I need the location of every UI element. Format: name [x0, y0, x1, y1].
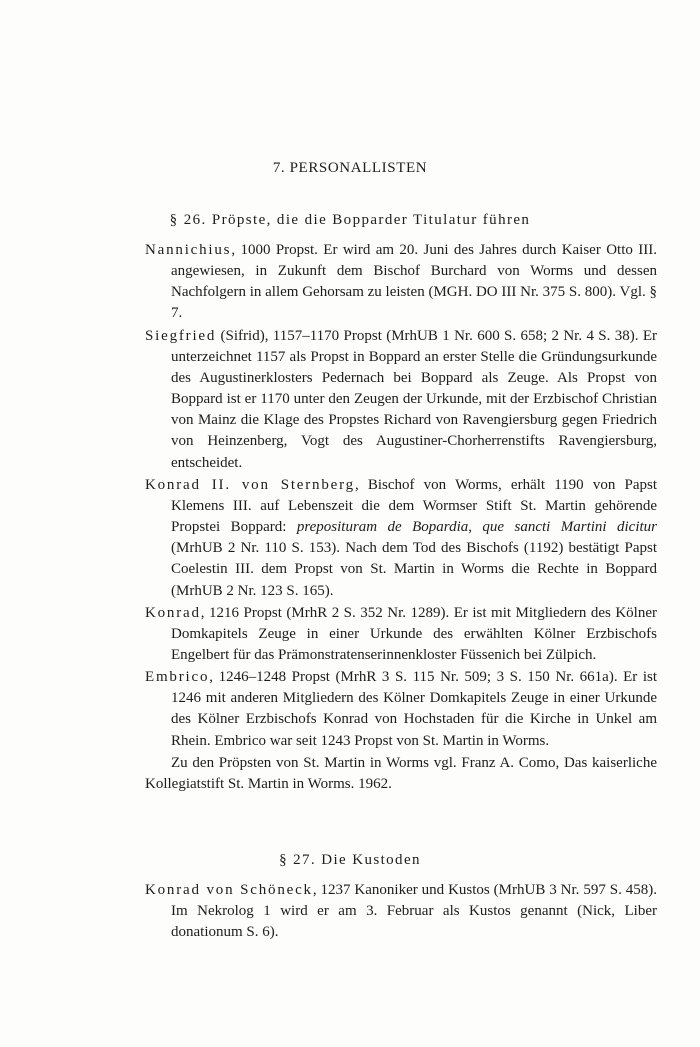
entry-text: , 1237 Kanoniker und Kustos (MrhUB 3 Nr. 597 S. 458). Im Nekrolog 1 wird er am 3. Februar als Kustos genannt (Nick, Liber donationum S. 6). [171, 882, 657, 941]
entry-text: , Bischof von Worms, erhält 1190 von Papst Klemens III. auf Lebenszeit die dem Wormser Stift St. Martin gehörende Propstei Boppard: [171, 476, 657, 536]
entry-text: (MrhUB 2 Nr. 110 S. 153). Nach dem Tod des Bischofs (1192) bestätigt Papst Coelestin III. dem Propst von St. Martin in Worms die Rechte in Boppard (MrhUB 2 Nr. 123 S. 165). [171, 540, 657, 599]
entry-siegfried [145, 326, 657, 474]
entry-text: (Sifrid), 1157–1170 Propst (MrhUB 1 Nr. 600 S. 658; 2 Nr. 4 S. 38). Er unterzeichnet 1157 als Propst in Boppard an erster Stelle die Gründungsurkunde des Augustinerklosters Pedernach bei Boppard als Zeuge. Als Propst von Boppard ist er 1170 unter den Zeugen der Urkunde, mit der Erzbischof Christian von Mainz die Klage des Propstes Richard von Ravengiersburg gegen Friedrich von Heinzenberg, Vogt des Augustiner-Chorherrenstifts Ravengiersburg, entscheidet. [171, 327, 657, 471]
section-heading-27: § 27. Die Kustoden [279, 852, 421, 868]
section-26-entries [145, 240, 657, 795]
entry-nannichius [145, 240, 657, 325]
entry-name: Konrad von Schöneck [145, 882, 313, 898]
entry-text: , 1216 Propst (MrhR 2 S. 352 Nr. 1289). Er ist mit Mitgliedern des Kölner Domkapitels Zeuge in einer Urkunde des erwählten Kölner Erzbischofs Engelbert für das Prämonstratenserinnenkloster Füssenich bei Zülpich. [171, 604, 657, 663]
entry-name: Embrico [145, 669, 210, 686]
entry-name: Konrad [145, 604, 201, 621]
entry-embrico [145, 667, 657, 752]
chapter-title: 7. PERSONALLISTEN [272, 160, 428, 176]
entry-text: , 1246–1248 Propst (MrhR 3 S. 115 Nr. 509; 3 S. 150 Nr. 661a). Er ist 1246 mit anderen Mitgliedern des Kölner Domkapitels Zeuge in einer Urkunde des Kölner Erzbischofs Konrad von Hochstaden für die Kirche in Unkel am Rhein. Embrico war seit 1243 Propst von St. Martin in Worms. [171, 669, 657, 749]
entry-name: Siegfried [145, 327, 217, 344]
section-heading-26: § 26. Pröpste, die die Bopparder Titulatur führen [169, 212, 531, 228]
reference-note: Zu den Pröpsten von St. Martin in Worms vgl. Franz A. Como, Das kaiserliche Kollegiatstift St. Martin in Worms. 1962. [145, 754, 657, 792]
section-27-entries [145, 880, 657, 944]
entry-name: Konrad II. von Sternberg [145, 476, 355, 493]
entry-konrad [145, 603, 657, 666]
entry-konrad-von-schoeneck [145, 880, 657, 943]
entry-text: , 1000 Propst. Er wird am 20. Juni des Jahres durch Kaiser Otto III. angewiesen, in Zukunft dem Bischof Burchard von Worms und dessen Nachfolgern in allem Gehorsam zu leisten (MGH. DO III Nr. 375 S. 800). Vgl. § 7. [171, 242, 657, 322]
entry-name: Nannichius [145, 242, 232, 258]
latin-quote: preposituram de Bopardia, que sancti Martini dicitur [296, 519, 657, 536]
entry-konrad-ii-von-sternberg [145, 475, 657, 602]
